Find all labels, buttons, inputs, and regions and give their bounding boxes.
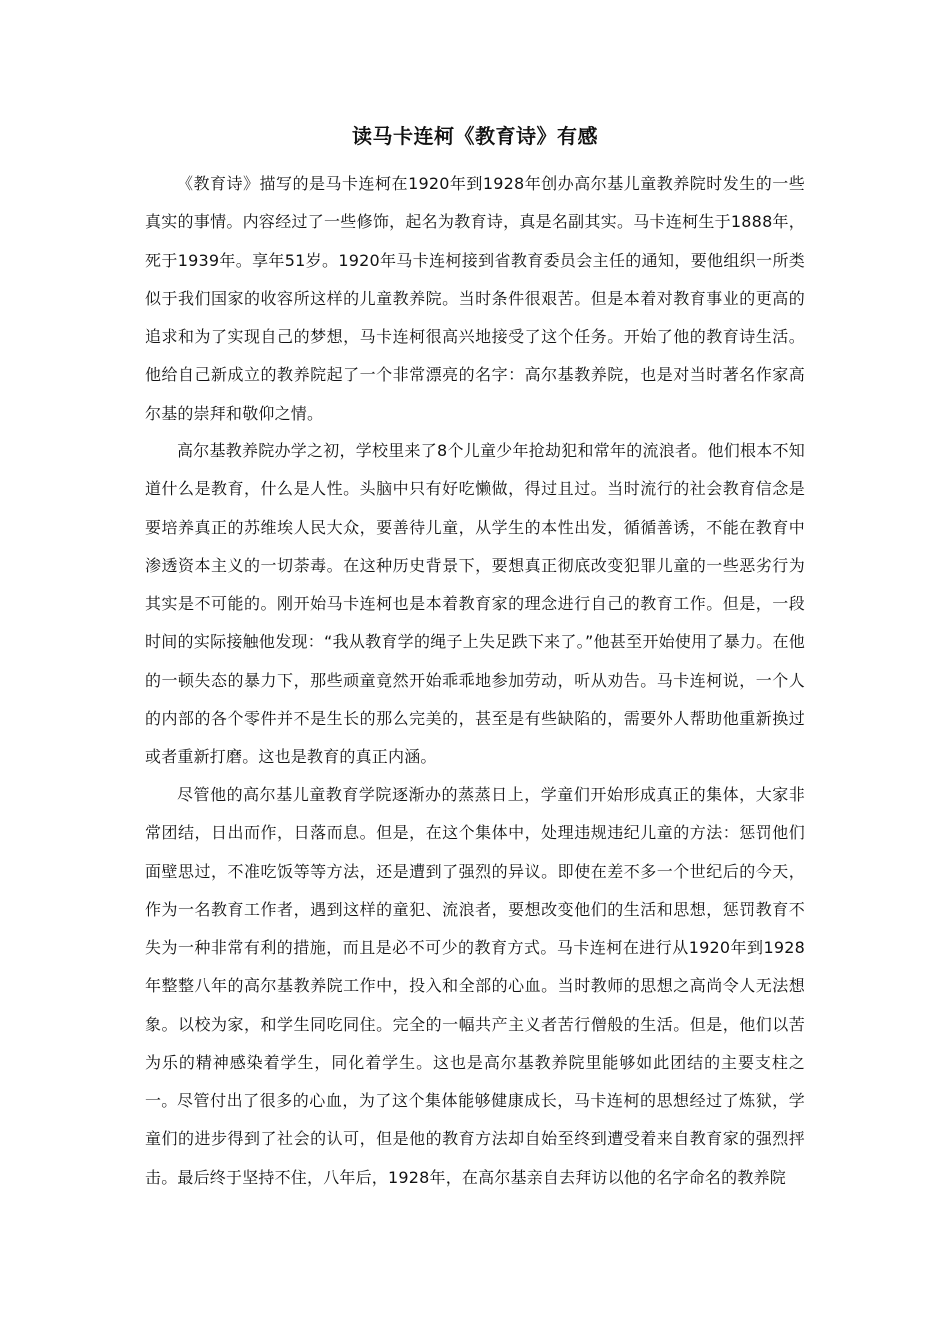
paragraph: 《教育诗》描写的是马卡连柯在1920年到1928年创办高尔基儿童教养院时发生的一些真实的事情。内容经过了一些修饰，起名为教育诗，真是名副其实。马卡连柯生于1888年，死于1939年。享年51岁。1920年马卡连柯接到省教育委员会主任的通知，要他组织一所类似于我们国家的收容所这样的儿童教养院。当时条件很艰苦。但是本着对教育事业的更高的追求和为了实现自己的梦想，马卡连柯很高兴地接受了这个任务。开始了他的教育诗生活。他给自己新成立的教养院起了一个非常漂亮的名字：高尔基教养院，也是对当时著名作家高尔基的崇拜和敬仰之情。 xyxy=(145,174,805,423)
paragraph: 高尔基教养院办学之初，学校里来了8个儿童少年抢劫犯和常年的流浪者。他们根本不知道什么是教育，什么是人性。头脑中只有好吃懒做，得过且过。当时流行的社会教育信念是要培养真正的苏维埃人民大众，要善待儿童，从学生的本性出发，循循善诱，不能在教育中渗透资本主义的一切荼毒。在这种历史背景下，要想真正彻底改变犯罪儿童的一些恶劣行为其实是不可能的。刚开始马卡连柯也是本着教育家的理念进行自己的教育工作。但是，一段时间的实际接触他发现：“我从教育学的绳子上失足跌下来了。”他甚至开始使用了暴力。在他的一顿失态的暴力下，那些顽童竟然开始乖乖地参加劳动，听从劝告。马卡连柯说，一个人的内部的各个零件并不是生长的那么完美的，甚至是有些缺陷的，需要外人帮助他重新换过或者重新打磨。这也是教育的真正内涵。 xyxy=(145,441,805,767)
paragraph: 尽管付出了很多的心血，为了这个集体能够健康成长，马卡连柯的思想经过了炼狱，学童们的进步得到了社会的认可，但是他的教育方法却自始至终到遭受着来自教育家的强烈抨击。最后终于坚持不住，八年后，1928年，在高尔基亲自去拜访以他的名字命名的教养院 xyxy=(145,1091,805,1187)
paragraph: 尽管他的高尔基儿童教育学院逐渐办的蒸蒸日上，学童们开始形成真正的集体，大家非常团结，日出而作，日落而息。但是，在这个集体中，处理违规违纪儿童的方法：惩罚他们面壁思过，不准吃饭等等方法，还是遭到了强烈的异议。即使在差不多一个世纪后的今天，作为一名教育工作者，遇到这样的童犯、流浪者，要想改变他们的生活和思想，惩罚教育不失为一种非常有利的措施，而且是必不可少的教育方式。马卡连柯在进行从1920年到1928年整整八年的高尔基教养院工作中，投入和全部的心血。当时教师的思想之高尚令人无法想象。以校为家，和学生同吃同住。完全的一幅共产主义者苦行僧般的生活。但是，他们以苦为乐的精神感染着学生，同化着学生。这也是高尔基教养院里能够如此团结的主要支柱之一。 xyxy=(145,785,805,1111)
document-title: 读马卡连柯《教育诗》有感 xyxy=(352,124,598,148)
